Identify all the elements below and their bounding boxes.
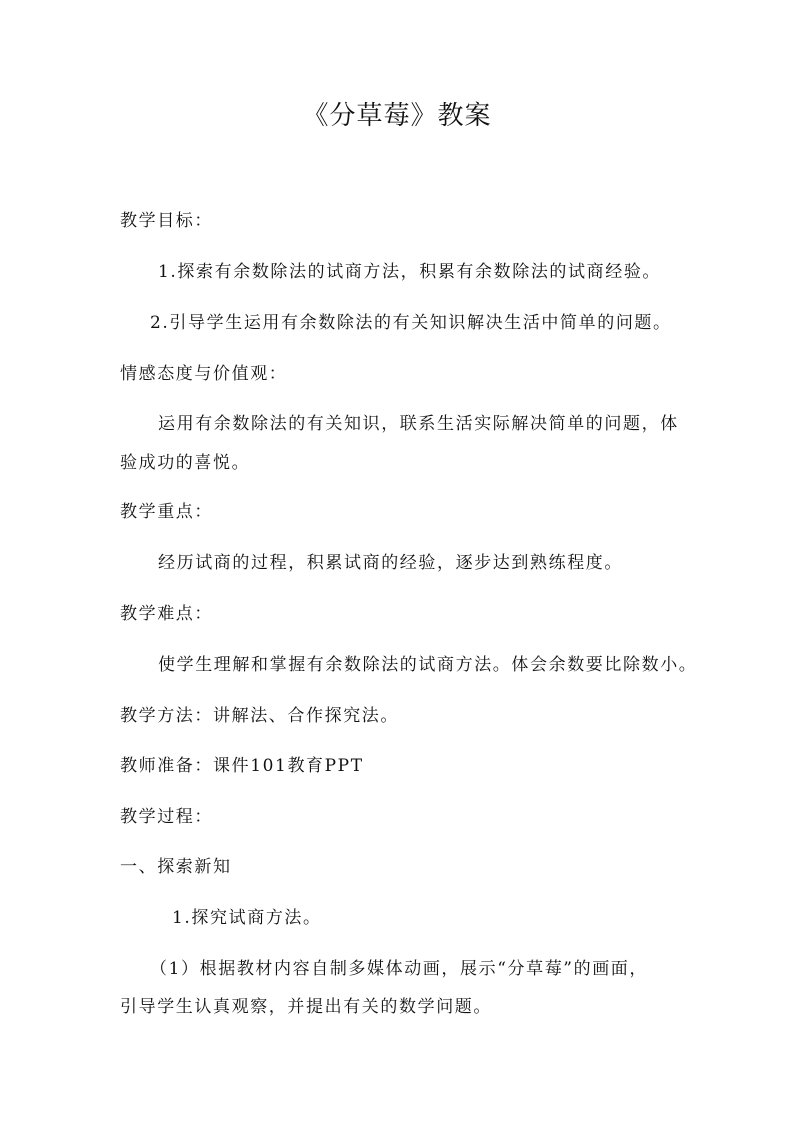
objectives-heading: 教学目标： (120, 211, 213, 231)
process-heading: 教学过程： (120, 807, 213, 827)
step-1: 1.探究试商方法。 (172, 908, 322, 928)
emotion-text-line1: 运用有余数除法的有关知识，联系生活实际解决简单的问题，体 (158, 414, 679, 434)
emotion-text-line2: 验成功的喜悦。 (120, 453, 251, 473)
part-1-heading: 一、探索新知 (120, 857, 232, 877)
objective-2: 2.引导学生运用有余数除法的有关知识解决生活中简单的问题。 (150, 313, 672, 333)
key-heading: 教学重点： (120, 502, 213, 522)
key-text: 经历试商的过程，积累试商的经验，逐步达到熟练程度。 (158, 553, 623, 573)
teaching-method: 教学方法：讲解法、合作探究法。 (120, 706, 399, 726)
objective-1: 1.探索有余数除法的试商方法，积累有余数除法的试商经验。 (158, 262, 662, 282)
step-1-1-line2: 引导学生认真观察，并提出有关的数学问题。 (120, 997, 492, 1017)
emotion-heading: 情感态度与价值观： (120, 364, 288, 384)
difficulty-text: 使学生理解和掌握有余数除法的试商方法。体会余数要比除数小。 (158, 655, 698, 675)
step-1-1-line1: （1）根据教材内容自制多媒体动画，展示“分草莓”的画面， (150, 959, 648, 979)
document-title: 《分草莓》教案 (302, 101, 492, 131)
difficulty-heading: 教学难点： (120, 604, 213, 624)
teacher-preparation: 教师准备：课件101教育PPT (120, 756, 364, 776)
